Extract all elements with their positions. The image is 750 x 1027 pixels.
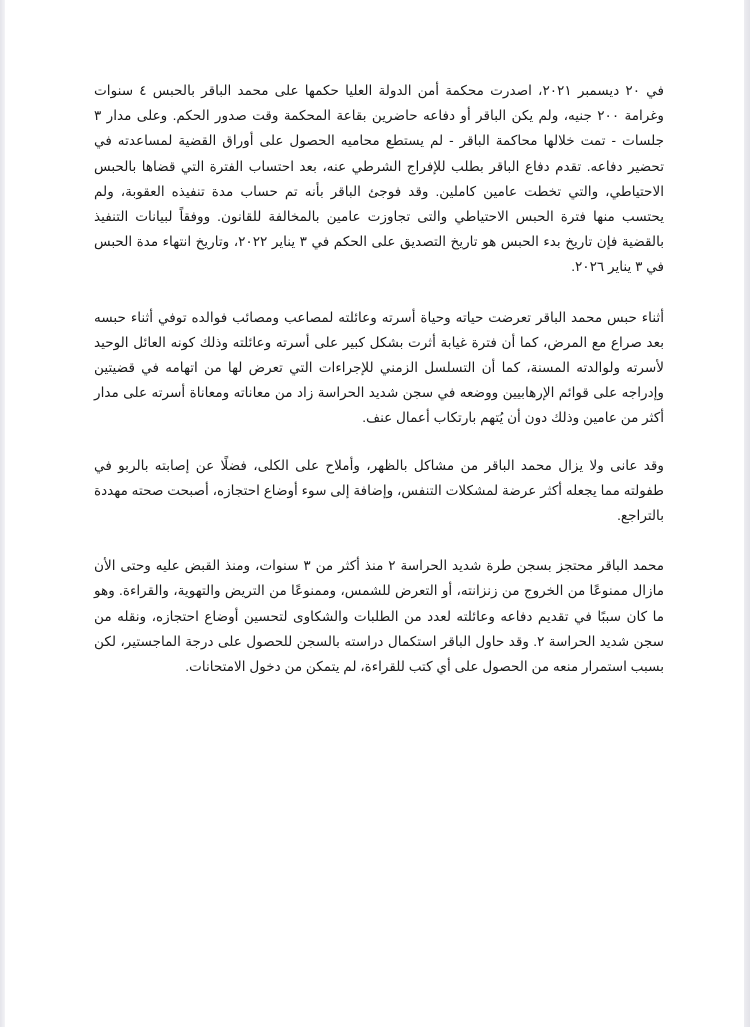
- paragraph-health: وقد عانى ولا يزال محمد الباقر من مشاكل بالظهر، وأملاح على الكلى، فضلًا عن إصابته بالربو في طفولته مما يجعله أكثر عرضة لمشكلات التنفس، وإضافة إلى سوء أوضاع احتجازه، أصبحت صحته مهددة بالتراجع.: [94, 457, 664, 524]
- paragraph-family-hardship: أثناء حبس محمد الباقر تعرضت حياته وحياة أسرته وعائلته لمصاعب ومصائب فوالده توفي أثناء حبسه بعد صراع مع المرض، كما أن فترة غيابة أثرت بشكل كبير على أسرته وعائلته وذلك كونه العائل الوحيد لأسرته ولوالدته المسنة، كما أن التسلسل الزمني للإجراءات التي تعرض لها من اتهامه في قضيتين وإدراجه على قوائم الإرهابيين ووضعه في سجن شديد الحراسة زاد من معاناته ومعاناة أسرته على مدار أكثر من عامين وذلك دون أن يُتهم بارتكاب أعمال عنف.: [94, 309, 664, 426]
- paragraph-detention-conditions: محمد الباقر محتجز بسجن طرة شديد الحراسة ٢ منذ أكثر من ٣ سنوات، ومنذ القبض عليه وحتى الأن مازال ممنوعًا من الخروج من زنزانته، أو التعرض للشمس، وممنوعًا من التريض والتهوية، والقراءة. وهو ما كان سببًا في تقديم دفاعه وعائلته لعدد من الطلبات والشكاوى لتحسين أوضاع احتجازه، ونقله من سجن شديد الحراسة ٢. وقد حاول الباقر استكمال دراسته بالسجن للحصول على درجة الماجستير، لكن بسبب استمرار منعه من الحصول على أي كتب للقراءة، لم يتمكن من دخول الامتحانات.: [94, 558, 665, 675]
- viewer-right-edge: [744, 0, 750, 1027]
- document-body: [94, 78, 664, 704]
- viewer-left-edge: [0, 0, 5, 1027]
- paragraph-verdict: في ٢٠ ديسمبر ٢٠٢١، اصدرت محكمة أمن الدولة العليا حكمها على محمد الباقر بالحبس ٤ سنوات وغرامة ٢٠٠ جنيه، ولم يكن الباقر أو دفاعه حاضرين بقاعة المحكمة وقت صدور الحكم. وعلى مدار ٣ جلسات - تمت خلالها محاكمة الباقر - لم يستطع محاميه الحصول على أوراق القضية لمساعدته في تحضير دفاعه. تقدم دفاع الباقر بطلب للإفراج الشرطي عنه، بعد احتساب الفترة التي قضاها بالحبس الاحتياطي، والتي تخطت عامين كاملين. وقد فوجئ الباقر بأنه تم حساب مدة تنفيذه العقوبة، ولم يحتسب منها فترة الحبس الاحتياطي والتى تجاوزت عامين بالمخالفة للقانون. ووفقاً لبيانات التنفيذ بالقضية فإن تاريخ بدء الحبس هو تاريخ التصديق على الحكم في ٣ يناير ٢٠٢٢، وتاريخ انتهاء مدة الحبس في ٣ يناير ٢٠٢٦.: [94, 83, 664, 275]
